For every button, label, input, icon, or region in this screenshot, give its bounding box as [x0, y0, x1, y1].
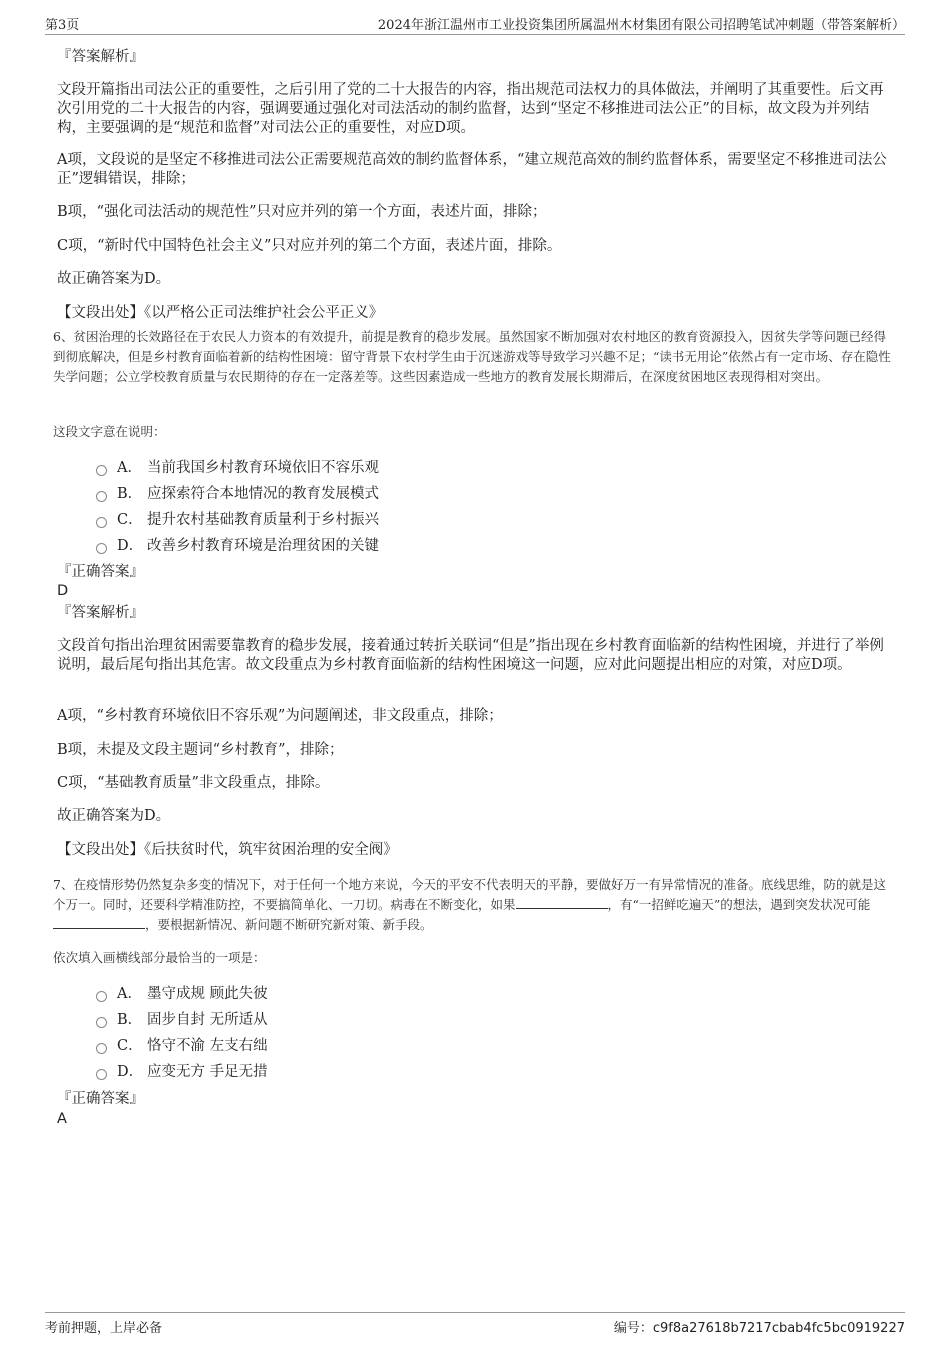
option-key: C． — [117, 512, 143, 528]
radio-button[interactable] — [96, 1069, 107, 1080]
q6-analysis-p4: C项，“基础教育质量”非文段重点，排除。 — [57, 775, 330, 791]
q7-answer-label: 『正确答案』 — [57, 1091, 144, 1107]
radio-button[interactable] — [96, 1017, 107, 1028]
q6-ask: 这段文字意在说明： — [53, 424, 166, 439]
q6-answer: D — [57, 583, 69, 599]
q5-source: 【文段出处】《以严格公正司法维护社会公平正义》 — [57, 305, 384, 321]
option-text: 当前我国乡村教育环境依旧不容乐观 — [147, 460, 379, 476]
q6-answer-label: 『正确答案』 — [57, 564, 144, 580]
option-key: D． — [117, 1064, 144, 1080]
blank-2[interactable] — [53, 915, 145, 929]
option-text: 墨守成规 顾此失彼 — [147, 986, 268, 1002]
q5-analysis-label: 『答案解析』 — [57, 49, 144, 65]
footer-slogan: 考前押题，上岸必备 — [45, 1321, 163, 1336]
page-header — [45, 14, 905, 35]
q7-stem-a: 7、在疫情形势仍然复杂多变的情况下，对于任何一个地方来说，今天的平安不代表明天的平静，要做好万一有异常情况的准备。底线思维，防的就是这个万一。同时，还要科学精准防控，不要搞简单化、一刀切。病毒在不断变化，如果 — [53, 877, 886, 912]
q7-option-a[interactable] — [96, 984, 268, 1004]
q7-option-c[interactable] — [96, 1036, 268, 1056]
q5-analysis-p2: A项，文段说的是坚定不移推进司法公正需要规范高效的制约监督体系，“建立规范高效的制约监督体系，需要坚定不移推进司法公正”逻辑错误，排除； — [57, 152, 887, 187]
option-text: 改善乡村教育环境是治理贫困的关键 — [147, 538, 379, 554]
q7-stem-b: ，有“一招鲜吃遍天”的想法，遇到突发状况可能 — [607, 897, 871, 912]
q5-analysis-p4: C项，“新时代中国特色社会主义”只对应并列的第二个方面，表述片面，排除。 — [57, 238, 562, 254]
document-title: 2024年浙江温州市工业投资集团所属温州木材集团有限公司招聘笔试冲刺题（带答案解析） — [377, 18, 905, 33]
q6-analysis-p1: 文段首句指出治理贫困需要靠教育的稳步发展，接着通过转折关联词“但是”指出现在乡村教育面临新的结构性困境，并进行了举例说明，最后尾句指出其危害。故文段重点为乡村教育面临新的结构性困境这一问题，应对此问题提出相应的对策，对应D项。 — [57, 638, 884, 673]
document-code — [614, 1317, 905, 1336]
radio-button[interactable] — [96, 465, 107, 476]
blank-1[interactable] — [516, 895, 608, 909]
q6-analysis-p2: A项，“乡村教育环境依旧不容乐观”为问题阐述，非文段重点，排除； — [57, 708, 503, 724]
q5-analysis-p5: 故正确答案为D。 — [57, 271, 171, 287]
q7-option-b[interactable] — [96, 1010, 268, 1030]
option-text: 应探索符合本地情况的教育发展模式 — [147, 486, 379, 502]
q6-option-c[interactable] — [96, 510, 379, 530]
option-text: 固步自封 无所适从 — [147, 1012, 268, 1028]
q7-ask: 依次填入画横线部分最恰当的一项是： — [53, 950, 266, 965]
q7-option-d[interactable] — [96, 1062, 268, 1082]
option-text: 应变无方 手足无措 — [147, 1064, 268, 1080]
q5-analysis-p3: B项，“强化司法活动的规范性”只对应并列的第一个方面，表述片面，排除； — [57, 204, 547, 220]
q5-analysis-p1: 文段开篇指出司法公正的重要性，之后引用了党的二十大报告的内容，指出规范司法权力的具体做法，并阐明了其重要性。后文再次引用党的二十大报告的内容，强调要通过强化对司法活动的制约监督，达到“坚定不移推进司法公正”的目标，故文段为并列结构，主要强调的是“规范和监督”对司法公正的重要性，对应D项。 — [57, 82, 884, 136]
option-key: C． — [117, 1038, 143, 1054]
radio-button[interactable] — [96, 491, 107, 502]
radio-button[interactable] — [96, 1043, 107, 1054]
radio-button[interactable] — [96, 543, 107, 554]
page-number: 第3页 — [45, 18, 80, 33]
option-key: D． — [117, 538, 144, 554]
q7-stem-c: ，要根据新情况、新问题不断研究新对策、新手段。 — [145, 917, 433, 932]
q6-option-d[interactable] — [96, 536, 379, 556]
radio-button[interactable] — [96, 991, 107, 1002]
q6-analysis-label: 『答案解析』 — [57, 605, 144, 621]
q7-stem — [53, 875, 898, 935]
code-value: c9f8a27618b7217cbab4fc5bc0919227 — [652, 1321, 905, 1336]
radio-button[interactable] — [96, 517, 107, 528]
option-text: 恪守不渝 左支右绌 — [147, 1038, 268, 1054]
option-key: A． — [117, 460, 142, 476]
option-text: 提升农村基础教育质量利于乡村振兴 — [147, 512, 379, 528]
q6-option-a[interactable] — [96, 458, 379, 478]
code-label: 编号： — [613, 1321, 653, 1336]
option-key: B． — [117, 1012, 143, 1028]
q6-option-b[interactable] — [96, 484, 379, 504]
q6-source: 【文段出处】《后扶贫时代，筑牢贫困治理的安全阀》 — [57, 842, 398, 858]
page-footer — [45, 1312, 905, 1337]
q6-stem: 6、贫困治理的长效路径在于农民人力资本的有效提升，前提是教育的稳步发展。虽然国家不断加强对农村地区的教育资源投入，因贫失学等问题已经得到彻底解决，但是乡村教育面临着新的结构性困境：留守背景下农村学生由于沉迷游戏等导致学习兴趣不足；“读书无用论”依然占有一定市场、存在隐性失学问题；公立学校教育质量与农民期待的存在一定落差等。这些因素造成一些地方的教育发展长期滞后，在深度贫困地区表现得相对突出。 — [53, 329, 891, 384]
q6-analysis-p3: B项，未提及文段主题词“乡村教育”，排除； — [57, 742, 344, 758]
q7-answer: A — [57, 1111, 67, 1127]
q6-analysis-p5: 故正确答案为D。 — [57, 808, 171, 824]
option-key: A． — [117, 986, 142, 1002]
option-key: B． — [117, 486, 143, 502]
